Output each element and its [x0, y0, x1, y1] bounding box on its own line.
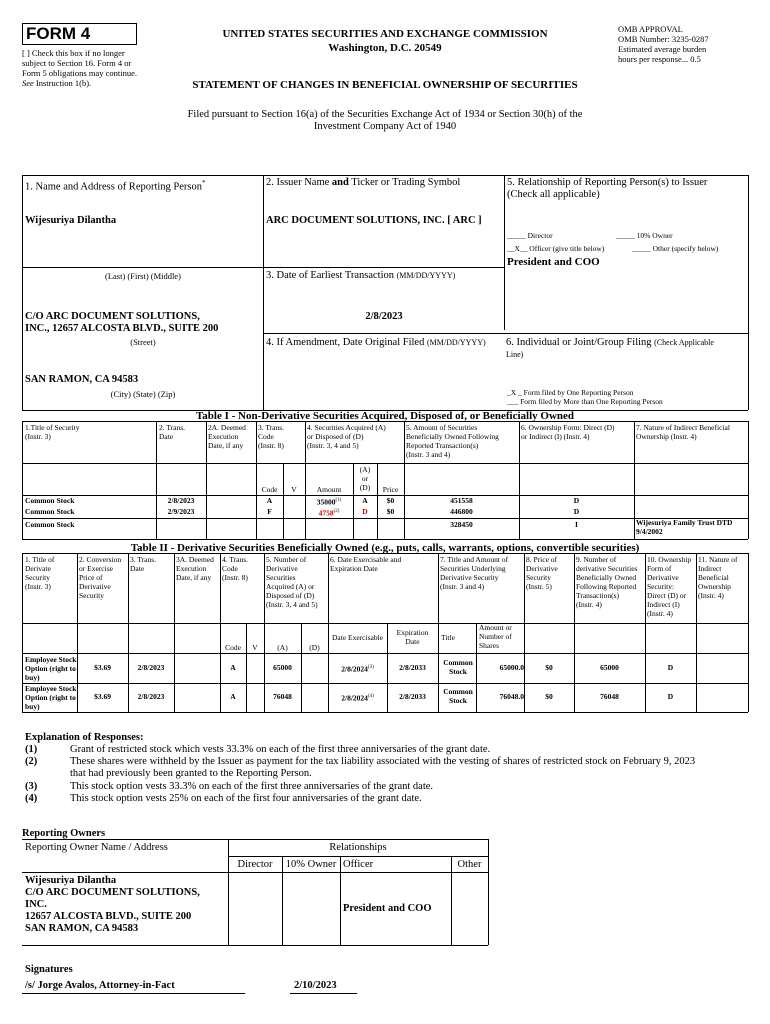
t2-cell-owned: 65000 [600, 663, 619, 672]
signature-name: /s/ Jorge Avalos, Attorney-in-Fact [25, 980, 175, 991]
owner-address-line: C/O ARC DOCUMENT SOLUTIONS, [25, 887, 200, 898]
footnote-ref[interactable]: (2) [333, 509, 340, 514]
t1-h-v: V [291, 485, 297, 494]
t2-cell-date: 2/8/2023 [137, 663, 165, 672]
t1-h-price: Price [382, 485, 399, 494]
t2-h-price: 8. Price of Derivative Security (Instr. 5) [526, 555, 558, 591]
t2-cell-utitle: Common Stock [443, 658, 473, 676]
explanation-text: This stock option vests 25% on each of the first four anniversaries of the grant date. [70, 792, 422, 804]
t2-cell-form: D [667, 692, 674, 701]
owner-address-line: 12657 ALCOSTA BLVD., SUITE 200 [25, 911, 192, 922]
t2-h-utitle: Title [441, 633, 455, 642]
footnote-ref[interactable]: (4) [367, 694, 374, 699]
earliest-transaction-date: 2/8/2023 [365, 311, 403, 322]
signatures-heading: Signatures [25, 964, 73, 975]
explanation-number: (2) [25, 756, 38, 768]
t2-cell-form: D [667, 663, 674, 672]
t2-h-number: 5. Number of Derivative Securities Acquired (A) or Disposed of (D) (Instr. 3, 4 and 5) [266, 555, 318, 609]
label-earliest-date: 3. Date of Earliest Transaction (MM/DD/YYYY) [266, 270, 456, 281]
t1-cell-title: Common Stock [25, 496, 75, 505]
explanation-text: that had previously been granted to the Reporting Person. [70, 768, 312, 780]
name-parts-label: (Last) (First) (Middle) [104, 271, 181, 281]
joint-filing-one[interactable]: _X _ Form filed by One Reporting Person [507, 388, 634, 397]
label-amendment: 4. If Amendment, Date Original Filed (MM/DD/YYYY) [266, 337, 486, 348]
t1-h-code: 3. Trans. Code (Instr. 8) [258, 423, 285, 450]
t2-cell-expiration: 2/8/2033 [399, 692, 426, 701]
t2-h-deemed: 3A. Deemed Execution Date, if any [176, 555, 214, 582]
t2-cell-expiration: 2/8/2033 [399, 663, 426, 672]
owner-address-line: INC. [25, 899, 47, 910]
t2-cell-title: Employee Stock Option (right to buy) [25, 655, 77, 682]
t2-h-title: 1. Title of Derivate Security (Instr. 3) [25, 555, 55, 591]
t1-amount-value: 4758 [318, 508, 334, 518]
signature-date: 2/10/2023 [294, 980, 337, 991]
label-issuer: 2. Issuer Name and Ticker or Trading Symbol [266, 177, 461, 188]
owners-col-name: Reporting Owner Name / Address [25, 842, 168, 853]
city-label: (City) (State) (Zip) [110, 389, 176, 399]
rel-officer[interactable]: __X__ Officer (give title below) [507, 244, 605, 253]
t2-h-underlying: 7. Title and Amount of Securities Underlying Derivative Security (Instr. 3 and 4) [440, 555, 509, 591]
t2-cell-uamount: 76048.0 [499, 692, 524, 701]
joint-filing-more[interactable]: ___ Form filed by More than One Reporting Person [507, 397, 663, 406]
t1-cell-amount [305, 496, 353, 507]
t1-cell-owned: 446800 [450, 507, 473, 516]
t1-h-code-sub: Code [261, 485, 278, 494]
rel-ten-percent-owner[interactable]: _____ 10% Owner [616, 231, 673, 240]
t1-cell-ad: D [362, 507, 368, 516]
footnote-ref[interactable]: (3) [367, 665, 374, 670]
t2-h-owned: 9. Number of derivative Securities Beneficially Owned Following Reported Transaction(s) (Instr. 4) [576, 555, 638, 609]
t2-cell-a: 76048 [273, 692, 292, 701]
t2-h-form: 10. Ownership Form of Derivative Security: Direct (D) or Indirect (I) (Instr. 4) [647, 555, 692, 618]
t1-h-owned: 5. Amount of Securities Beneficially Owned Following Reported Transaction(s) (Instr. 3 and 4) [406, 423, 499, 459]
t1-cell-title: Common Stock [25, 520, 75, 529]
agency-location: Washington, D.C. 20549 [328, 42, 442, 54]
t1-cell-nature: Wijesuriya Family Trust DTD 9/4/2002 [636, 518, 733, 536]
t2-cell-title: Employee Stock Option (right to buy) [25, 684, 77, 711]
t1-h-amount: Amount [316, 485, 342, 494]
t2-h-v: V [252, 643, 258, 652]
t1-cell-code: A [266, 496, 273, 505]
owners-col-officer: Officer [343, 859, 374, 870]
t1-h-a-or-d: (A) or (D) [359, 465, 371, 492]
rel-director[interactable]: _____ Director [507, 231, 553, 240]
address-city: SAN RAMON, CA 94583 [25, 374, 139, 385]
owners-col-director: Director [237, 859, 273, 870]
explanation-number: (3) [25, 780, 38, 792]
t2-cell-code: A [230, 663, 236, 672]
t2-h-a: (A) [277, 643, 288, 652]
t2-cell-uamount: 65000.0 [499, 663, 524, 672]
label-relationship: 5. Relationship of Reporting Person(s) to Issuer (Check all applicable) [507, 177, 708, 200]
t2-h-expiration: Expiration Date [396, 628, 429, 646]
check-box-notice[interactable]: [ ] Check this box if no longer subject to Section 16. Form 4 or Form 5 obligations may continue. See Instruction 1(b). [22, 48, 137, 88]
t1-h-deemed: 2A. Deemed Execution Date, if any [208, 423, 246, 450]
filed-pursuant: Filed pursuant to Section 16(a) of the Securities Exchange Act of 1934 or Section 30(h) of the Investment Company Act of 1940 [187, 109, 583, 132]
officer-title: President and COO [507, 256, 600, 268]
t2-h-exercisable-sub: Date Exercisable [331, 633, 383, 642]
table1-title: Table I - Non-Derivative Securities Acquired, Disposed of, or Beneficially Owned [195, 410, 575, 422]
t2-h-uamount: Amount or Number of Shares [479, 623, 512, 650]
issuer-name: ARC DOCUMENT SOLUTIONS, INC. [ ARC ] [266, 215, 482, 226]
owner-name-address [25, 875, 200, 935]
t2-h-d: (D) [309, 643, 320, 652]
street-label: (Street) [130, 337, 156, 347]
table2-title: Table II - Derivative Securities Beneficially Owned (e.g., puts, calls, warrants, options, convertible securities) [130, 542, 640, 554]
owner-address-line: SAN RAMON, CA 94583 [25, 923, 139, 934]
agency-name: UNITED STATES SECURITIES AND EXCHANGE COMMISSION [222, 28, 548, 40]
t2-exercisable-value: 2/8/2024 [341, 664, 368, 674]
explanation-number: (4) [25, 792, 38, 804]
explanation-heading: Explanation of Responses: [25, 732, 144, 743]
t2-h-conversion: 2. Conversion or Exercise Price of Derivative Security [79, 555, 122, 600]
t2-cell-a: 65000 [273, 663, 292, 672]
t1-amount-value: 35000 [316, 497, 336, 507]
t1-h-form: 6. Ownership Form: Direct (D) or Indirect (I) (Instr. 4) [521, 423, 615, 441]
t1-cell-amount [305, 507, 353, 518]
explanation-text: Grant of restricted stock which vests 33.3% on each of the first three anniversaries of the grant date. [70, 744, 491, 755]
t2-h-code-sub: Code [225, 643, 241, 652]
t2-cell-exercisable [328, 692, 387, 703]
owners-col-owner: 10% Owner [285, 859, 337, 870]
t2-exercisable-value: 2/8/2024 [341, 693, 368, 703]
t1-cell-date: 2/9/2023 [167, 507, 195, 516]
t2-cell-code: A [230, 692, 236, 701]
t2-h-nature: 11. Nature of Indirect Beneficial Ownership (Instr. 4) [698, 555, 738, 600]
t2-h-code: 4. Trans. Code (Instr. 8) [222, 555, 249, 582]
t1-cell-form: I [575, 520, 578, 529]
t2-cell-exercisable [328, 663, 387, 674]
label-name-address: 1. Name and Address of Reporting Person* [25, 179, 206, 193]
t1-cell-form: D [573, 496, 580, 505]
owner-address-line: Wijesuriya Dilantha [25, 875, 117, 886]
rel-other[interactable]: _____ Other (specify below) [632, 244, 719, 253]
t1-cell-owned: 451558 [450, 496, 473, 505]
owners-col-relationships: Relationships [329, 842, 387, 853]
t1-h-nature: 7. Nature of Indirect Beneficial Ownership (Instr. 4) [636, 423, 730, 441]
explanation-text: This stock option vests 33.3% on each of the first three anniversaries of the grant date. [70, 780, 434, 792]
omb-approval: OMB APPROVAL OMB Number: 3235-0287 Estimated average burden hours per response... 0.5 [618, 24, 709, 64]
form-title: FORM 4 [26, 24, 91, 43]
owners-heading: Reporting Owners [22, 828, 106, 839]
explanation-number: (1) [25, 744, 38, 755]
t2-cell-date: 2/8/2023 [137, 692, 165, 701]
t1-cell-owned: 328450 [450, 520, 473, 529]
t2-h-exercisable: 6. Date Exercisable and Expiration Date [330, 555, 402, 573]
t1-h-acquired: 4. Securities Acquired (A) or Disposed of (D) (Instr. 3, 4 and 5) [307, 423, 386, 450]
t1-h-date: 2. Trans. Date [159, 423, 186, 441]
reporting-person-name: Wijesuriya Dilantha [25, 215, 117, 226]
t1-cell-price: $0 [386, 496, 395, 505]
footnote-ref[interactable]: (1) [335, 498, 342, 503]
t2-cell-price: $3.69 [94, 663, 111, 672]
t1-cell-code: F [267, 507, 272, 516]
t2-cell-owned: 76048 [600, 692, 619, 701]
t1-h-title: 1.Title of Security (Instr. 3) [25, 423, 80, 441]
t2-h-date: 3. Trans. Date [130, 555, 157, 573]
t2-cell-price: $3.69 [94, 692, 111, 701]
t1-cell-price: $0 [386, 507, 395, 516]
t2-cell-dprice: $0 [545, 692, 553, 701]
t2-cell-dprice: $0 [545, 663, 553, 672]
explanation-text: These shares were withheld by the Issuer as payment for the tax liability associated with the vesting of shares of restricted stock on February 9, 2023 [70, 756, 696, 768]
t1-cell-ad: A [362, 496, 368, 505]
label-joint-filing: 6. Individual or Joint/Group Filing (Check Applicable Line) [506, 337, 714, 359]
statement-title: STATEMENT OF CHANGES IN BENEFICIAL OWNERSHIP OF SECURITIES [192, 79, 578, 91]
t1-cell-date: 2/8/2023 [167, 496, 195, 505]
owner-officer-title: President and COO [343, 903, 432, 914]
t2-cell-utitle: Common Stock [443, 687, 473, 705]
t1-cell-form: D [573, 507, 580, 516]
address-street: C/O ARC DOCUMENT SOLUTIONS, INC., 12657 ALCOSTA BLVD., SUITE 200 [25, 311, 219, 334]
t1-cell-title: Common Stock [25, 507, 75, 516]
owners-col-other: Other [457, 859, 482, 870]
